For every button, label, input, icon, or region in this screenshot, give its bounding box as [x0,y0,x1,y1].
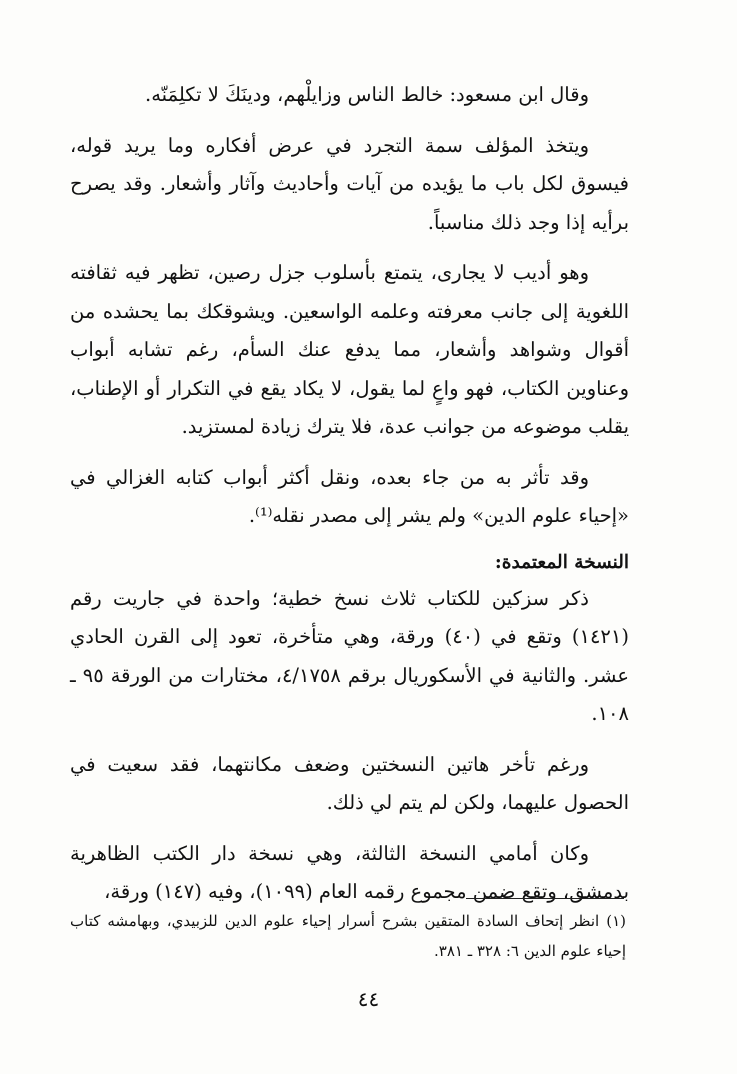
paragraph-7: وكان أمامي النسخة الثالثة، وهي نسخة دار الكتب الظاهرية بدمشق، وتقع ضمن مجموع رقمه العام (١٠٩٩)، وفيه (١٤٧) ورقة، [70,841,629,903]
main-text [70,76,629,924]
footnote: (١) انظر إتحاف السادة المتقين بشرح أسرار إحياء علوم الدين للزبيدي، وبهامشه كتاب إحياء علوم الدين ٦: ٣٢٨ ـ ٣٨١. [70,912,626,960]
paragraph-3: وهو أديب لا يجارى، يتمتع بأسلوب جزل رصين، تظهر فيه ثقافته اللغوية إلى جانب معرفته وعلمه الواسعين. ويشوقكك بما يحشده من أقوال وشواهد وأشعار، مما يدفع عنك السأم، رغم تشابه أبواب وعناوين الكتاب، فهو واعٍ لما يقول، لا يكاد يقع في التكرار أو الإطناب، يقلب موضوعه من جوانب عدة، فلا يترك زيادة لمستزيد. [70,261,629,438]
page-number: ٤٤ [357,987,380,1011]
section-heading: النسخة المعتمدة: [494,551,629,573]
paragraph-2: ويتخذ المؤلف سمة التجرد في عرض أفكاره وما يريد قوله، فيسوق لكل باب ما يؤيده من آيات وأحاديث وآثار وأشعار. وقد يصرح برأيه إذا وجد ذلك مناسباً. [70,133,629,234]
footnote-divider [466,898,624,899]
paragraph-1: وقال ابن مسعود: خالط الناس وزايلْهم، ودينَكَ لا تكلِمَنّه. [145,83,589,106]
paragraph-6: ورغم تأخر هاتين النسختين وضعف مكانتهما، فقد سعيت في الحصول عليهما، ولكن لم يتم لي ذلك. [70,752,629,814]
paragraph-4: وقد تأثر به من جاء بعده، ونقل أكثر أبواب كتابه الغزالي في «إحياء علوم الدين» ولم يشر إلى مصدر نقله⁽¹⁾. [70,465,629,527]
paragraph-5: ذكر سزكين للكتاب ثلاث نسخ خطية؛ واحدة في جاريت رقم (١٤٢١) وتقع في (٤٠) ورقة، وهي متأخرة، تعود إلى القرن الحادي عشر. والثانية في الأسكوريال برقم ٤/١٧٥٨، مختارات من الورقة ٩٥ ـ ١٠٨. [70,586,629,725]
